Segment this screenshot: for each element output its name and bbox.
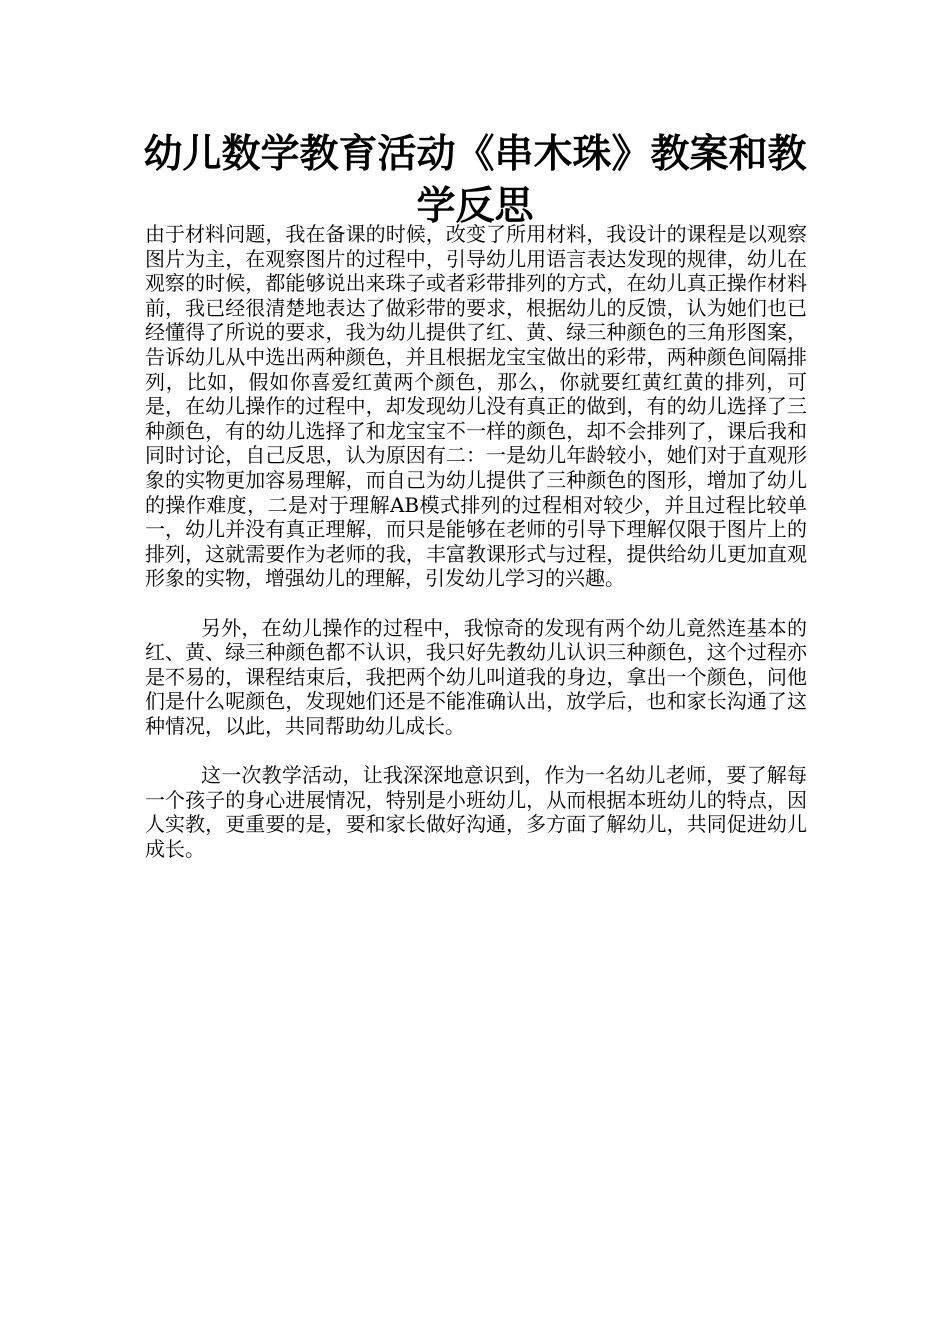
paragraph-2: 另外，在幼儿操作的过程中，我惊奇的发现有两个幼儿竟然连基本的红、黄、绿三种颜色都不认识，我只好先教幼儿认识三种颜色，这个过程亦是不易的，课程结束后，我把两个幼儿叫道我的身边，拿出一个颜色，问他们是什么呢颜色，发现她们还是不能准确认出，放学后，也和家长沟通了这种情况，以此，共同帮助幼儿成长。 bbox=[145, 615, 807, 738]
document-title: 幼儿数学教育活动《串木珠》教案和教学反思 bbox=[143, 131, 807, 229]
paragraph-spacer bbox=[145, 738, 807, 763]
paragraph-3: 这一次教学活动，让我深深地意识到，作为一名幼儿老师，要了解每一个孩子的身心进展情况，特别是小班幼儿，从而根据本班幼儿的特点，因人实教，更重要的是，要和家长做好沟通，多方面了解幼儿，共同促进幼儿成长。 bbox=[145, 763, 807, 861]
document-body bbox=[145, 222, 807, 861]
paragraph-1: 由于材料问题，我在备课的时候，改变了所用材料，我设计的课程是以观察图片为主，在观察图片的过程中，引导幼儿用语言表达发现的规律，幼儿在观察的时候，都能够说出来珠子或者彩带排列的方式，在幼儿真正操作材料前，我已经很清楚地表达了做彩带的要求，根据幼儿的反馈，认为她们也已经懂得了所说的要求，我为幼儿提供了红、黄、绿三种颜色的三角形图案，告诉幼儿从中选出两种颜色，并且根据龙宝宝做出的彩带，两种颜色间隔排列，比如，假如你喜爱红黄两个颜色，那么，你就要红黄红黄的排列，可是，在幼儿操作的过程中，却发现幼儿没有真正的做到，有的幼儿选择了三种颜色，有的幼儿选择了和龙宝宝不一样的颜色，却不会排列了，课后我和同时讨论，自己反思，认为原因有二：一是幼儿年龄较小，她们对于直观形象的实物更加容易理解，而自己为幼儿提供了三种颜色的图形，增加了幼儿的操作难度，二是对于理解AB模式排列的过程相对较少，并且过程比较单一，幼儿并没有真正理解，而只是能够在老师的引导下理解仅限于图片上的排列，这就需要作为老师的我，丰富教课形式与过程，提供给幼儿更加直观形象的实物，增强幼儿的理解，引发幼儿学习的兴趣。 bbox=[145, 222, 807, 591]
paragraph-spacer bbox=[145, 591, 807, 616]
